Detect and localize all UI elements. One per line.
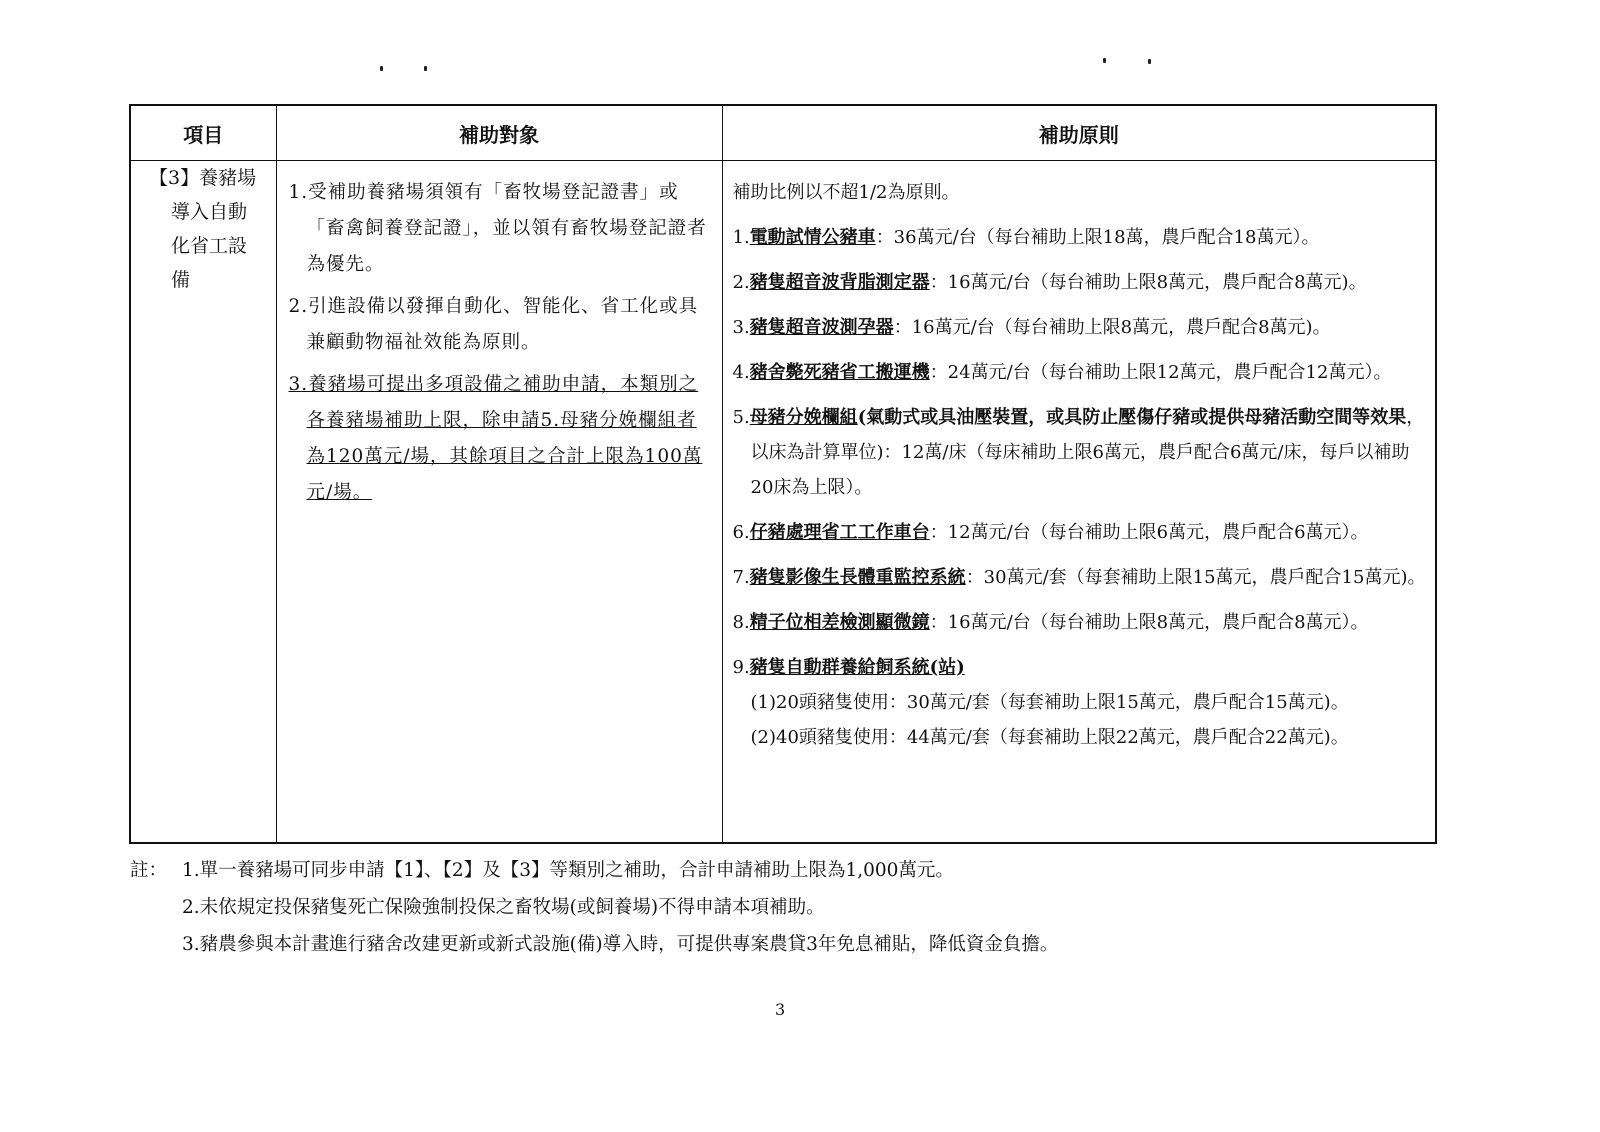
principle-name: 豬隻自動群養給飼系統(站) (749, 657, 965, 678)
principle-name: 仔豬處理省工工作車台 (749, 522, 930, 543)
principle-item (733, 400, 1428, 505)
note-row (130, 889, 1430, 926)
principle-item (733, 265, 1428, 300)
principle-num: 8. (732, 612, 750, 633)
principle-detail: ：16萬元/台（每台補助上限8萬元，農戶配合8萬元)。 (929, 272, 1367, 293)
note-row (130, 852, 1430, 889)
principle-num: 1. (732, 227, 750, 248)
principle-item (733, 605, 1428, 640)
principle-name: 電動試情公豬車 (749, 227, 876, 248)
item-cell (130, 161, 276, 844)
principle-item (733, 220, 1428, 255)
page-number: 3 (775, 1000, 786, 1019)
target-item: 3.養豬場可提出多項設備之補助申請，本類別之各養豬場補助上限，除申請5.母豬分娩欄組者為120萬元/場，其餘項目之合計上限為100萬元/場。 (288, 374, 703, 503)
item-line: 導入自動 (171, 201, 248, 223)
principle-detail: ：36萬元/台（每台補助上限18萬，農戶配合18萬元）。 (875, 227, 1320, 248)
note-row (130, 926, 1430, 963)
principle-item (733, 560, 1428, 595)
principle-detail: ：16萬元/台（每台補助上限8萬元，農戶配合8萬元）。 (929, 612, 1369, 633)
target-item: 2.引進設備以發揮自動化、智能化、省工化或具兼顧動物福祉效能為原則。 (288, 296, 699, 353)
note-item: 2.未依規定投保豬隻死亡保險強制投保之畜牧場(或飼養場)不得申請本項補助。 (182, 897, 825, 918)
header-item: 項目 (130, 105, 276, 161)
scan-speck (424, 66, 427, 71)
note-indent (130, 926, 182, 963)
note-item: 1.單一養豬場可同步申請【1】、【2】及【3】等類別之補助，合計申請補助上限為1,000萬元。 (182, 860, 954, 881)
principle-item (733, 650, 1428, 685)
principle-cell (722, 161, 1436, 844)
table-row (130, 161, 1436, 844)
target-item: 1.受補助養豬場須領有「畜牧場登記證書」或「畜禽飼養登記證」，並以領有畜牧場登記證者為優先。 (288, 182, 707, 275)
principle-num: 7. (732, 567, 750, 588)
item-label (141, 161, 266, 297)
table-header-row (130, 105, 1436, 161)
principle-name: 精子位相差檢測顯微鏡 (749, 612, 930, 633)
principle-detail: ，以床為計算單位)：12萬/床（每床補助上限6萬元，農戶配合6萬元/床，每戶以補助20床為上限）。 (750, 407, 1425, 498)
principle-name: 豬隻超音波背脂測定器 (749, 272, 930, 293)
principle-name: 豬隻影像生長體重監控系統 (749, 567, 966, 588)
principle-detail: ：12萬元/台（每台補助上限6萬元，農戶配合6萬元）。 (929, 522, 1369, 543)
principle-intro: 補助比例以不超1/2為原則。 (732, 182, 960, 203)
principle-detail: ：30萬元/套（每套補助上限15萬元，農戶配合15萬元)。 (965, 567, 1426, 588)
principle-detail: ：24萬元/台（每台補助上限12萬元，農戶配合12萬元）。 (929, 362, 1392, 383)
item-line: 【3】養豬場 (149, 167, 257, 189)
principle-num: 6. (732, 522, 750, 543)
scan-speck (380, 66, 383, 71)
principle-detail: ：16萬元/台（每台補助上限8萬元，農戶配合8萬元)。 (893, 317, 1331, 338)
scan-speck (1103, 58, 1106, 63)
target-cell (276, 161, 722, 844)
principle-sub-item: (1)20頭豬隻使用：30萬元/套（每套補助上限15萬元，農戶配合15萬元)。 (750, 692, 1349, 713)
subsidy-table (129, 104, 1437, 844)
note-item: 3.豬農參與本計畫進行豬舍改建更新或新式設施(備)導入時，可提供專案農貸3年免息補貼，降低資金負擔。 (182, 934, 1059, 955)
principle-num: 2. (732, 272, 750, 293)
principle-num: 9. (732, 657, 750, 678)
notes-section (130, 852, 1430, 963)
notes-prefix: 註： (130, 860, 168, 881)
principle-name: 豬舍斃死豬省工搬運機 (749, 362, 930, 383)
principle-item (733, 515, 1428, 550)
principle-item (733, 355, 1428, 390)
principle-item (733, 310, 1428, 345)
principle-detail-bold: (氣動式或具油壓裝置，或具防止壓傷仔豬或提供母豬活動空間等效果 (857, 407, 1407, 428)
header-target: 補助對象 (276, 105, 722, 161)
principle-name: 母豬分娩欄組 (749, 407, 858, 428)
principle-name: 豬隻超音波測孕器 (749, 317, 894, 338)
principle-sub-item: (2)40頭豬隻使用：44萬元/套（每套補助上限22萬元，農戶配合22萬元)。 (750, 727, 1349, 748)
item-line: 備 (171, 269, 191, 291)
scan-speck (1148, 59, 1151, 64)
principle-num: 3. (732, 317, 750, 338)
principle-num: 4. (732, 362, 750, 383)
header-principle: 補助原則 (722, 105, 1436, 161)
note-indent (130, 889, 182, 926)
principle-num: 5. (732, 407, 750, 428)
item-line: 化省工設 (171, 235, 248, 257)
